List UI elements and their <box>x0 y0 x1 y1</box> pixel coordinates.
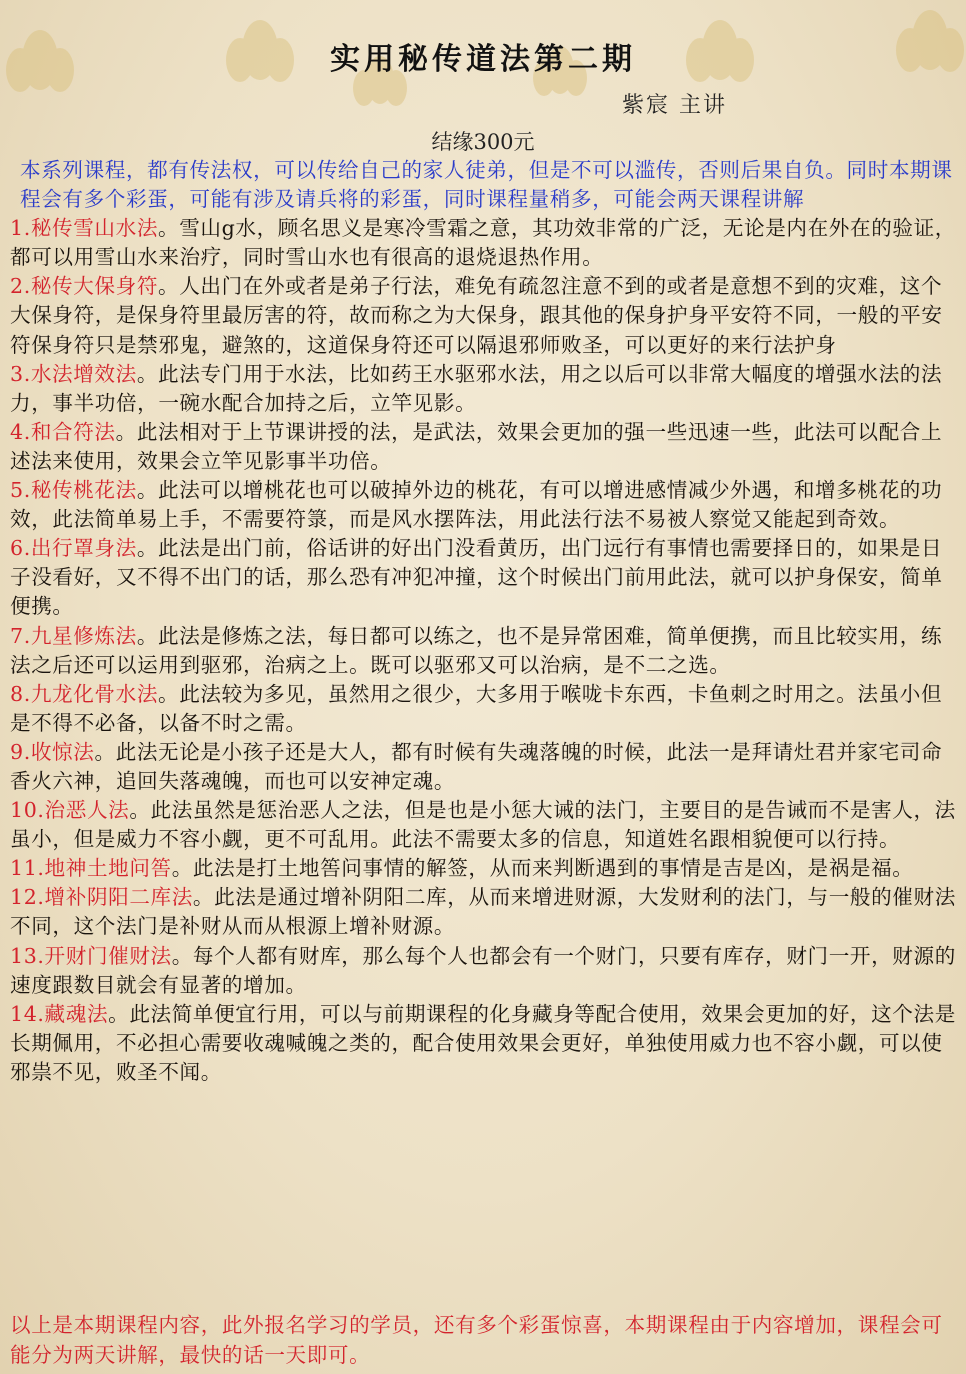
course-item-title: 14.藏魂法 <box>10 1001 109 1026</box>
course-item-description: 。此法较为多见，虽然用之很少，大多用于喉咙卡东西，卡鱼刺之时用之。法虽小但是不得不必备，以备不时之需。 <box>10 681 943 735</box>
course-item-title: 2.秘传大保身符 <box>10 274 159 299</box>
course-item-description: 。每个人都有财库，那么每个人也都会有一个财门，只要有库存，财门一开，财源的速度跟数目就会有显著的增加。 <box>10 943 956 997</box>
course-item <box>10 1000 956 1087</box>
course-item-description: 。此法无论是小孩子还是大人，都有时候有失魂落魄的时候，此法一是拜请灶君并家宅司命香火六神，追回失落魂魄，而也可以安神定魂。 <box>10 739 943 793</box>
course-item-description: 。此法相对于上节课讲授的法，是武法，效果会更加的强一些迅速一些，此法可以配合上述法来使用，效果会立竿见影事半功倍。 <box>10 419 943 473</box>
course-item <box>10 854 956 883</box>
course-item-title: 7.九星修炼法 <box>10 623 137 648</box>
course-item-title: 1.秘传雪山水法 <box>10 216 159 241</box>
course-item-title: 11.地神土地问筶 <box>10 856 172 881</box>
course-item-title: 6.出行罩身法 <box>10 536 137 561</box>
footer-note: 以上是本期课程内容，此外报名学习的学员，还有多个彩蛋惊喜，本期课程由于内容增加，课程会可能分为两天讲解，最快的话一天即可。 <box>10 1313 943 1367</box>
course-item-description: 。人出门在外或者是弟子行法，难免有疏忽注意不到的或者是意想不到的灾难，这个大保身符，是保身符里最厉害的符，故而称之为大保身，跟其他的保身护身平安符不同，一般的平安符保身符只是禁邪鬼，避煞的，这道保身符还可以隔退邪师败圣，可以更好的来行法护身 <box>10 274 943 357</box>
course-item-description: 。此法专门用于水法，比如药王水驱邪水法，用之以后可以非常大幅度的增强水法的法力，事半功倍，一碗水配合加持之后，立竿见影。 <box>10 361 943 415</box>
course-item <box>10 272 956 359</box>
course-item-title: 3.水法增效法 <box>10 361 137 386</box>
course-item-description: 。此法可以增桃花也可以破掉外边的桃花，有可以增进感情减少外遇，和增多桃花的功效，此法简单易上手，不需要符箓，而是风水摆阵法，用此法行法不易被人察觉又能起到奇效。 <box>10 478 943 532</box>
course-item-title: 12.增补阴阳二库法 <box>10 885 193 910</box>
course-item-title: 10.治恶人法 <box>10 798 130 823</box>
price-line: 结缘300元 <box>431 130 535 154</box>
course-item-description: 。雪山g水，顾名思义是寒冷雪霜之意，其功效非常的广泛，无论是内在外在的验证，都可以用雪山水来治疗，同时雪山水也有很高的退烧退热作用。 <box>10 216 956 270</box>
course-item <box>10 942 956 1000</box>
course-item-description: 。此法是修炼之法，每日都可以练之，也不是异常困难，简单便携，而且比较实用，练法之后还可以运用到驱邪，治病之上。既可以驱邪又可以治病，是不二之选。 <box>10 623 943 677</box>
course-item <box>10 738 956 796</box>
course-item-title: 8.九龙化骨水法 <box>10 681 159 706</box>
course-item <box>10 680 956 738</box>
course-item-description: 。此法简单便宜行用，可以与前期课程的化身藏身等配合使用，效果会更加的好，这个法是长期佩用，不必担心需要收魂喊魄之类的，配合使用效果会更好，单独使用威力也不容小觑，可以使邪祟不见，败圣不闻。 <box>10 1001 956 1084</box>
course-item <box>10 418 956 476</box>
course-item-list <box>10 214 956 1087</box>
course-item-title: 9.收惊法 <box>10 739 95 764</box>
course-item <box>10 476 956 534</box>
course-item <box>10 360 956 418</box>
course-item <box>10 796 956 854</box>
course-item <box>10 883 956 941</box>
course-item-title: 5.秘传桃花法 <box>10 478 137 503</box>
course-item-description: 。此法是通过增补阴阳二库，从而来增进财源，大发财利的法门，与一般的催财法不同，这个法门是补财从而从根源上增补财源。 <box>10 885 956 939</box>
course-item <box>10 214 956 272</box>
course-item-title: 13.开财门催财法 <box>10 943 172 968</box>
course-item <box>10 534 956 621</box>
course-content <box>10 156 956 1087</box>
page-title: 实用秘传道法第二期 <box>330 42 636 77</box>
author-line: 紫宸 主讲 <box>622 93 727 118</box>
course-item-description: 。此法是打土地筶问事情的解签，从而来判断遇到的事情是吉是凶，是祸是福。 <box>171 856 914 881</box>
course-item-title: 4.和合符法 <box>10 419 116 444</box>
course-item-description: 。此法是出门前，俗话讲的好出门没看黄历，出门远行有事情也需要择日的，如果是日子没看好，又不得不出门的话，那么恐有冲犯冲撞，这个时候出门前用此法，就可以护身保安，简单便携。 <box>10 536 943 619</box>
intro-paragraph: 本系列课程，都有传法权，可以传给自己的家人徒弟，但是不可以滥传，否则后果自负。同时本期课程会有多个彩蛋，可能有涉及请兵将的彩蛋，同时课程量稍多，可能会两天课程讲解 <box>20 158 953 212</box>
course-item <box>10 622 956 680</box>
course-item-description: 。此法虽然是惩治恶人之法，但是也是小惩大诫的法门，主要目的是告诫而不是害人，法虽小，但是威力不容小觑，更不可乱用。此法不需要太多的信息，知道姓名跟相貌便可以行持。 <box>10 798 956 852</box>
